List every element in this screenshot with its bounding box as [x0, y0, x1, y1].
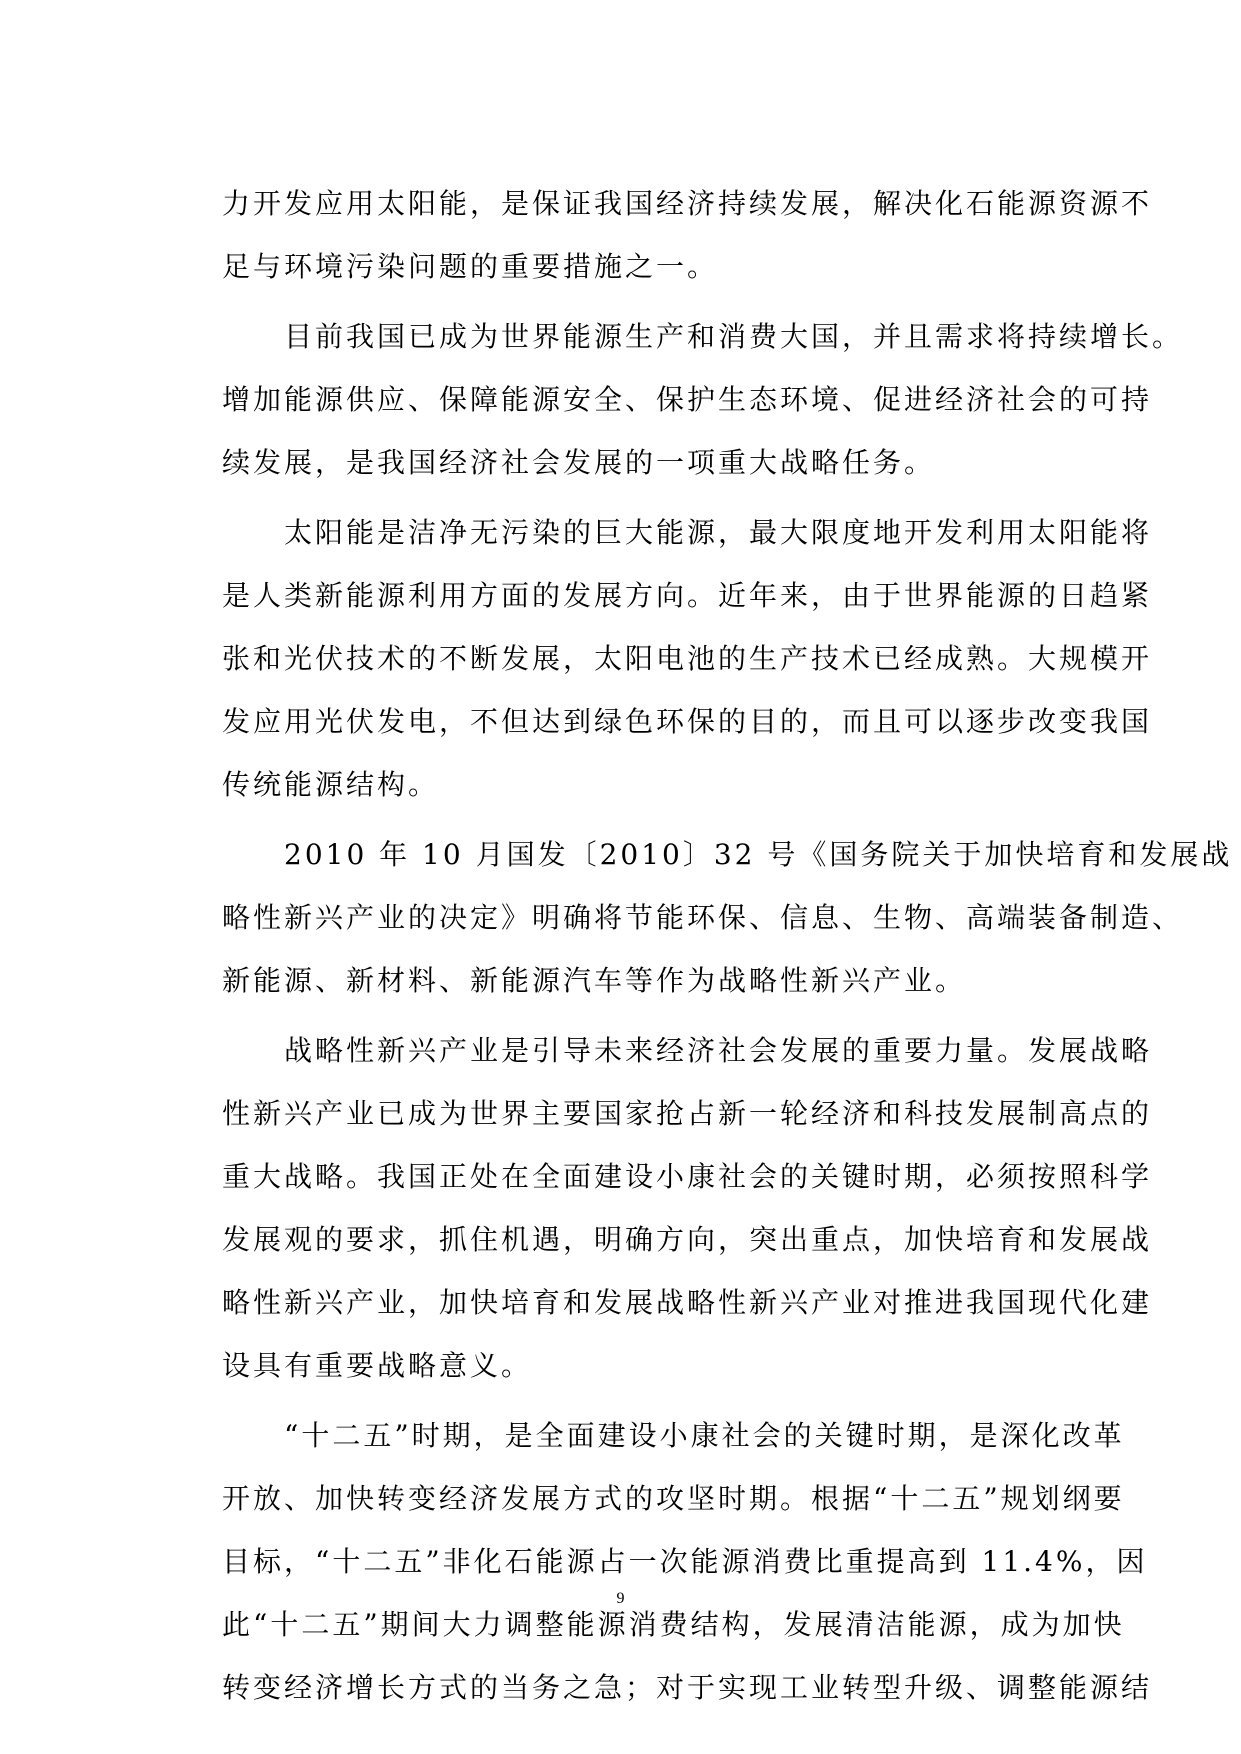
text-line: 增加能源供应、保障能源安全、保护生态环境、促进经济社会的可持: [222, 383, 1153, 416]
text-line: 发应用光伏发电，不但达到绿色环保的目的，而且可以逐步改变我国: [222, 705, 1153, 738]
document-body: [222, 172, 1233, 1719]
text-line: 续发展，是我国经济社会发展的一项重大战略任务。: [222, 446, 936, 479]
text-line: 设具有重要战略意义。: [222, 1349, 533, 1382]
page-number: 9: [616, 1590, 625, 1607]
text-line: 太阳能是洁净无污染的巨大能源，最大限度地开发利用太阳能将: [284, 516, 1153, 549]
text-line: 略性新兴产业的决定》明确将节能环保、信息、生物、高端装备制造、: [222, 901, 1184, 934]
text-line: 张和光伏技术的不断发展，太阳电池的生产技术已经成熟。大规模开: [222, 642, 1153, 675]
text-line: 性新兴产业已成为世界主要国家抢占新一轮经济和科技发展制高点的: [222, 1097, 1153, 1130]
text-line: 目标，“十二五”非化石能源占一次能源消费比重提高到 11.4%，因: [222, 1545, 1148, 1578]
text-line: 此“十二五”期间大力调整能源消费结构，发展清洁能源，成为加快: [222, 1608, 1125, 1641]
text-line: 力开发应用太阳能，是保证我国经济持续发展，解决化石能源资源不: [222, 187, 1153, 220]
text-line: 发展观的要求，抓住机遇，明确方向，突出重点，加快培育和发展战: [222, 1223, 1153, 1256]
text-line: 战略性新兴产业是引导未来经济社会发展的重要力量。发展战略: [284, 1034, 1153, 1067]
text-line: 传统能源结构。: [222, 768, 440, 801]
text-line: 开放、加快转变经济发展方式的攻坚时期。根据“十二五”规划纲要: [222, 1482, 1125, 1515]
text-line: 略性新兴产业，加快培育和发展战略性新兴产业对推进我国现代化建: [222, 1286, 1153, 1319]
text-line: 是人类新能源利用方面的发展方向。近年来，由于世界能源的日趋紧: [222, 579, 1153, 612]
text-line: 重大战略。我国正处在全面建设小康社会的关键时期，必须按照科学: [222, 1160, 1153, 1193]
text-line: 转变经济增长方式的当务之急；对于实现工业转型升级、调整能源结: [222, 1671, 1153, 1704]
text-line: 新能源、新材料、新能源汽车等作为战略性新兴产业。: [222, 964, 967, 997]
text-line: 足与环境污染问题的重要措施之一。: [222, 250, 719, 283]
text-line: “十二五”时期，是全面建设小康社会的关键时期，是深化改革: [284, 1419, 1125, 1452]
text-line: 2010 年 10 月国发〔2010〕32 号《国务院关于加快培育和发展战: [284, 838, 1233, 871]
text-line: 目前我国已成为世界能源生产和消费大国，并且需求将持续增长。: [284, 320, 1184, 353]
